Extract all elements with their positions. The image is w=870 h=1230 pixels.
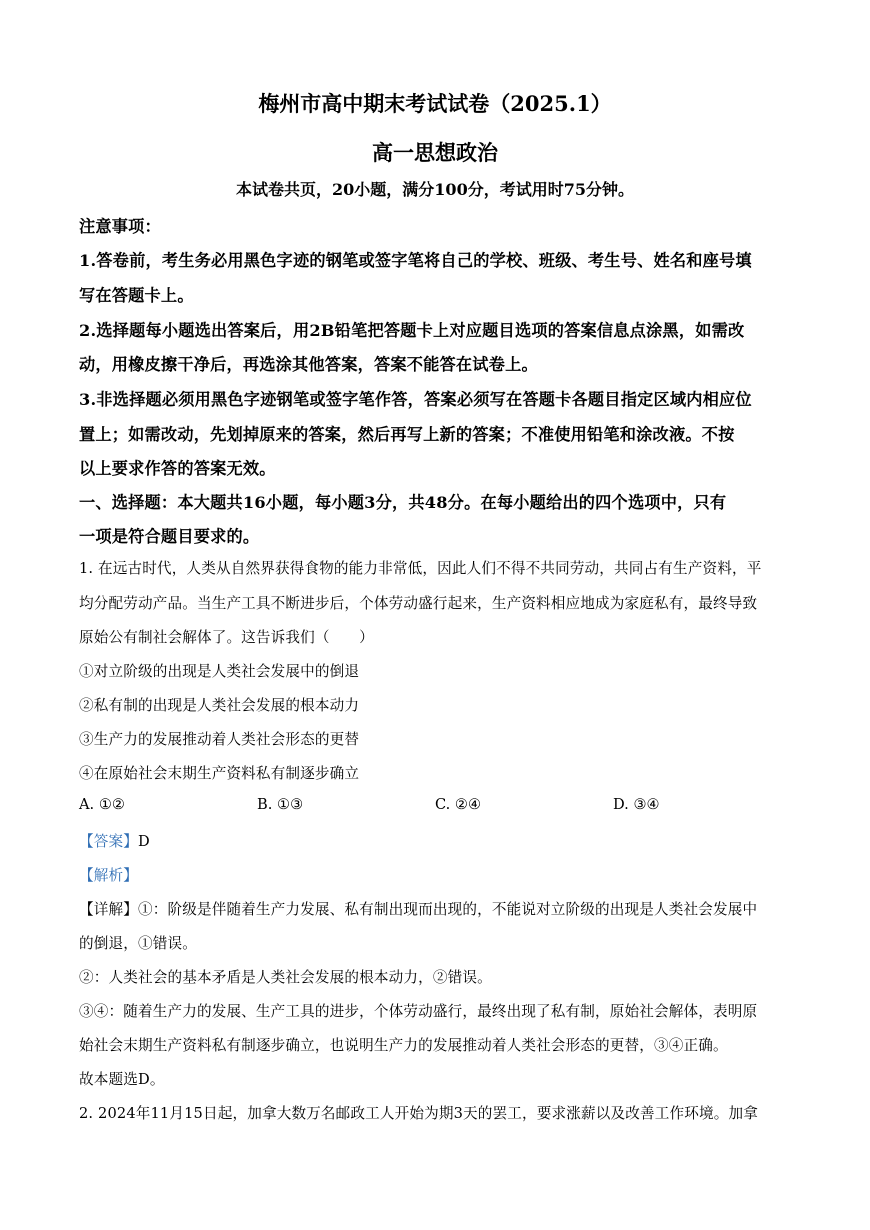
detail-line: ③④：随着生产力的发展、生产工具的进步，个体劳动盛行，最终出现了私有制，原始社会解体，表明原 <box>79 1003 758 1020</box>
statement-2: ②私有制的出现是人类社会发展的根本动力 <box>79 697 360 714</box>
detail-text: ①：阶级是伴随着生产力发展、私有制出现而出现的，不能说对立阶级的出现是人类社会发展中 <box>137 901 758 918</box>
section-heading: 一项是符合题目要求的。 <box>79 527 260 546</box>
statement-1: ①对立阶级的出现是人类社会发展中的倒退 <box>79 663 360 680</box>
option-c: C. ②④ <box>435 796 482 813</box>
detail-line: 的倒退，①错误。 <box>79 935 197 952</box>
question-1-stem: 均分配劳动产品。当生产工具不断进步后，个体劳动盛行起来，生产资料相应地成为家庭私有，最终导致 <box>79 595 758 612</box>
question-2-stem: 2. 2024年11月15日起，加拿大数万名邮政工人开始为期3天的罢工，要求涨薪以及改善工作环境。加拿 <box>79 1105 758 1122</box>
statement-4: ④在原始社会末期生产资料私有制逐步确立 <box>79 765 360 782</box>
detail-line: 故本题选D。 <box>79 1071 165 1088</box>
analysis-tag: 【解析】 <box>79 867 138 884</box>
detail-line: ②：人类社会的基本矛盾是人类社会发展的根本动力，②错误。 <box>79 969 492 986</box>
detail-tag: 【详解】 <box>79 901 138 918</box>
answer-tag: 【答案】 <box>79 833 138 850</box>
notice-line: 1.答卷前，考生务必用黑色字迹的钢笔或签字笔将自己的学校、班级、考生号、姓名和座号填 <box>79 251 752 270</box>
answer-row <box>79 830 150 851</box>
exam-subject: 高一思想政治 <box>372 140 498 165</box>
answer-value: D <box>137 833 150 850</box>
notice-line: 动，用橡皮擦干净后，再选涂其他答案，答案不能答在试卷上。 <box>79 355 538 374</box>
notice-line: 置上；如需改动，先划掉原来的答案，然后再写上新的答案；不准使用铅笔和涂改液。不按 <box>79 425 735 444</box>
notice-heading: 注意事项： <box>79 217 161 236</box>
exam-info: 本试卷共页，20小题，满分100分，考试用时75分钟。 <box>236 180 634 199</box>
notice-line: 以上要求作答的答案无效。 <box>79 459 276 478</box>
detail-line: 始社会末期生产资料私有制逐步确立，也说明生产力的发展推动着人类社会形态的更替，③④正确。 <box>79 1037 728 1054</box>
section-heading: 一、选择题：本大题共16小题，每小题3分，共48分。在每小题给出的四个选项中，只有 <box>79 493 727 512</box>
question-1-stem: 原始公有制社会解体了。这告诉我们（ ） <box>79 629 374 646</box>
notice-line: 写在答题卡上。 <box>79 286 194 305</box>
detail-line <box>79 898 757 919</box>
option-b: B. ①③ <box>257 796 304 813</box>
exam-title: 梅州市高中期末考试试卷（2025.1） <box>258 91 612 116</box>
notice-line: 3.非选择题必须用黑色字迹钢笔或签字笔作答，答案必须写在答题卡各题目指定区域内相应位 <box>79 390 752 409</box>
option-a: A. ①② <box>79 796 125 813</box>
statement-3: ③生产力的发展推动着人类社会形态的更替 <box>79 731 360 748</box>
notice-line: 2.选择题每小题选出答案后，用2B铅笔把答题卡上对应题目选项的答案信息点涂黑，如需改 <box>79 321 745 340</box>
option-d: D. ③④ <box>613 796 660 813</box>
question-1-stem: 1. 在远古时代，人类从自然界获得食物的能力非常低，因此人们不得不共同劳动，共同占有生产资料，平 <box>79 560 762 577</box>
